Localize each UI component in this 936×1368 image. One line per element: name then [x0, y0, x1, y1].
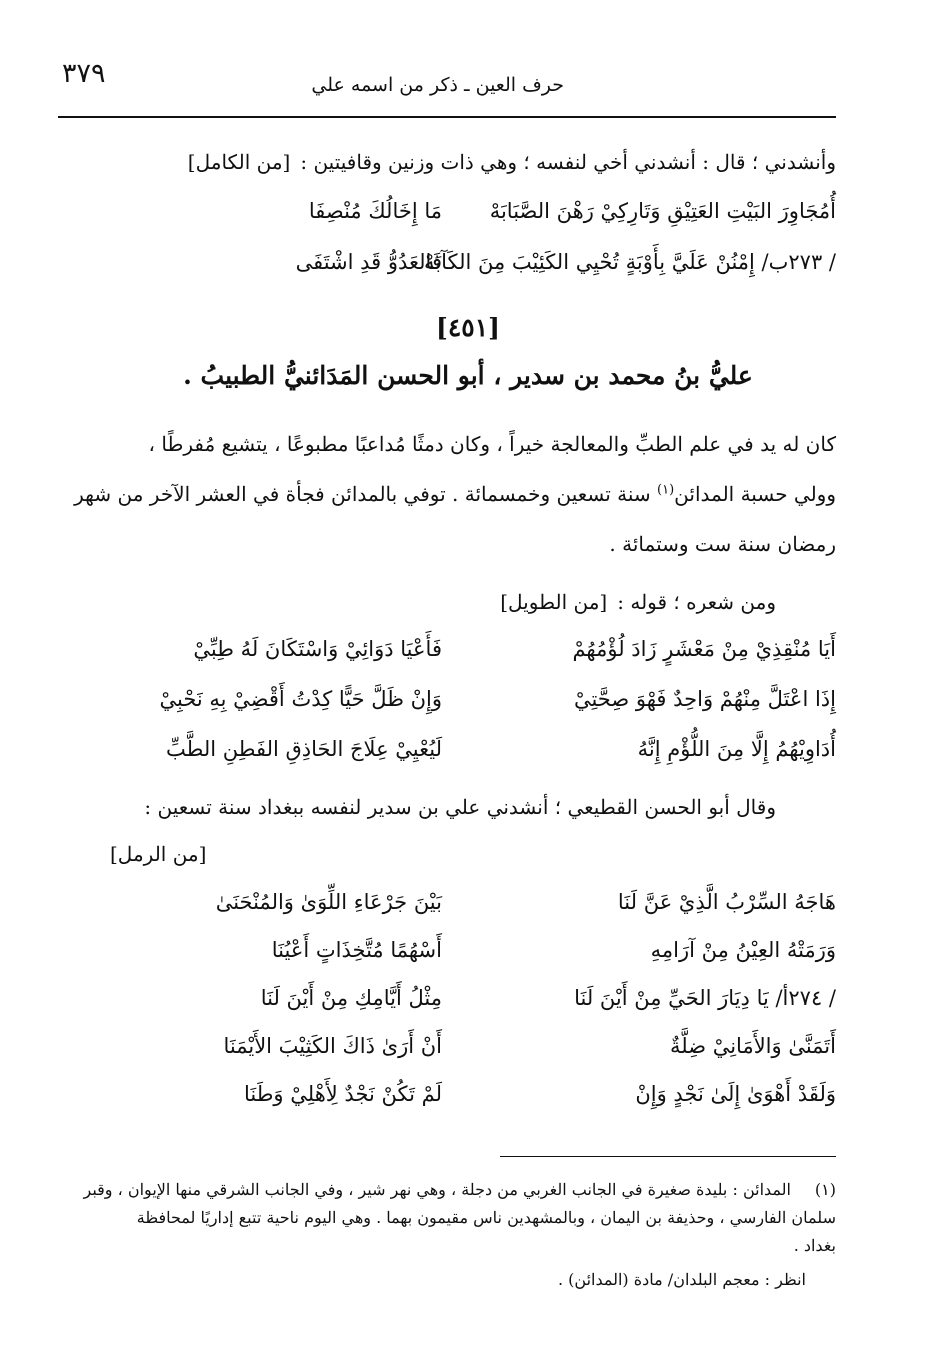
page-number: ٣٧٩ — [62, 58, 106, 89]
prose-line-3: رمضان سنة ست وستمائة . — [609, 532, 836, 556]
footnote-line-2: سلمان الفارسي ، وحذيفة بن اليمان ، وبالمشهدين ناس مقيمون بهما . وهي اليوم ناحية تتبع إداريًا لمحافظة — [136, 1208, 836, 1227]
section2-intro — [500, 590, 776, 614]
prose-line-2a: وولي حسبة المدائن — [674, 482, 836, 506]
prose-line-1: كان له يد في علم الطبِّ والمعالجة خيراً ، وكان دمثًا مُداعبًا مطبوعًا ، يتشيع مُفرطًا ، — [148, 432, 836, 456]
footnote-rule — [500, 1156, 836, 1157]
verse-3-4-first-hemistich: أَتَمَنَّىٰ وَالأَمَانِيْ ضِلَّةٌ — [669, 1034, 836, 1058]
verse-3-3-first-hemistich: / ٢٧٤أ/ يَا دِيَارَ الحَيِّ مِنْ أَيْنَ لَنَا — [574, 986, 836, 1010]
verse-3-1-first-hemistich: هَاجَهُ السِّرْبُ الَّذِيْ عَنَّ لَنَا — [617, 890, 836, 914]
prose-line-2 — [74, 482, 836, 506]
verse-2-2-second-hemistich: وَإِنْ ظَلَّ حَيًّا كِدْتُ أَقْضِيْ بِهِ نَحْبِيْ — [159, 687, 442, 711]
running-head: حرف العين ـ ذكر من اسمه علي — [311, 74, 564, 96]
entry-title: عليُّ بنُ محمد بن سدير ، أبو الحسن المَدَائنيُّ الطبيبُ . — [183, 361, 753, 390]
verse-3-5-second-hemistich: لَمْ تَكُنْ نَجْدٌ لِأَهْلِيْ وَطَنَا — [243, 1082, 442, 1106]
verse-2-3-second-hemistich: لَيُعْيِيْ عِلَاجَ الحَاذِقِ الفَطِنِ الطَّبِّ — [165, 737, 442, 761]
verse-1-2-second-hemistich: فَالعَدُوُّ قَدِ اشْتَفَى — [295, 250, 442, 274]
section2-intro-text: ومن شعره ؛ قوله : — [617, 590, 776, 614]
footnote-line-4: انظر : معجم البلدان/ مادة (المدائن) . — [557, 1270, 806, 1289]
prose-line-2b: سنة تسعين وخمسمائة . توفي بالمدائن فجأة في العشر الآخر من شهر — [74, 482, 658, 506]
footnote-line-3: بغداد . — [793, 1236, 836, 1255]
verse-1-2-first-hemistich: / ٢٧٣ب/ إِمْنُنْ عَلَيَّ بِأَوْبَةٍ تُحْيِي الكَئِيْبَ مِنَ الكَآبَهْ — [424, 250, 836, 274]
verse-3-3-second-hemistich: مِثْلُ أَيَّامِكِ مِنْ أَيْنَ لَنَا — [260, 986, 442, 1010]
verse-2-2-first-hemistich: إِذَا اعْتَلَّ مِنْهُمْ وَاحِدٌ فَهْوَ صِحَّتِيْ — [573, 687, 836, 711]
section3-intro: وقال أبو الحسن القطيعي ؛ أنشدني علي بن سدير لنفسه ببغداد سنة تسعين : — [144, 795, 776, 819]
section1-intro — [188, 150, 836, 174]
verse-1-1-first-hemistich: أُمُجَاوِرَ البَيْتِ العَتِيْقِ وَتَارِكِيْ رَهْنَ الصَّبَابَهْ — [489, 199, 836, 223]
footnote-ref: (١) — [657, 482, 675, 498]
footnote-line-1: المدائن : بليدة صغيرة في الجانب الغربي من دجلة ، وهي نهر شير ، وفي الجانب الشرقي منها الإيوان ، وقبر — [83, 1180, 791, 1199]
section3-meter: [من الرمل] — [110, 842, 207, 866]
verse-2-1-first-hemistich: أَيَا مُنْقِذِيْ مِنْ مَعْشَرٍ زَادَ لُؤْمُهُمْ — [572, 637, 836, 661]
verse-1-1-second-hemistich: مَا إِخَالُكَ مُنْصِفَا — [308, 199, 442, 223]
section2-meter: [من الطويل] — [500, 590, 608, 614]
entry-number: [٤٥١] — [436, 313, 500, 342]
verse-3-4-second-hemistich: أَنْ أَرَىٰ ذَاكَ الكَثِيْبَ الأَيْمَنَا — [223, 1034, 442, 1058]
section1-meter: [من الكامل] — [187, 150, 291, 174]
header-rule — [58, 116, 836, 118]
verse-3-2-second-hemistich: أَسْهُمًا مُتَّخِذَاتٍ أَعْيُنَا — [271, 938, 442, 962]
verse-3-1-second-hemistich: بَيْنَ جَرْعَاءِ اللِّوَىٰ وَالمُنْحَنَىٰ — [215, 890, 442, 914]
verse-3-2-first-hemistich: وَرَمَتْهُ العِيْنُ مِنْ آرَامِهِ — [650, 938, 836, 962]
footnote-number: (١) — [814, 1180, 836, 1199]
section1-intro-text: وأنشدني ؛ قال : أنشدني أخي لنفسه ؛ وهي ذات وزنين وقافيتين : — [300, 150, 836, 174]
verse-2-1-second-hemistich: فَأَعْيَا دَوَائِيْ وَاسْتَكَانَ لَهُ طِبِّيْ — [193, 637, 442, 661]
verse-2-3-first-hemistich: أُدَاوِيْهُمُ إِلَّا مِنَ اللُّؤْمِ إِنَّهُ — [637, 737, 836, 761]
verse-3-5-first-hemistich: وَلَقَدْ أَهْوَىٰ إِلَىٰ نَجْدٍ وَإِنْ — [635, 1082, 836, 1106]
